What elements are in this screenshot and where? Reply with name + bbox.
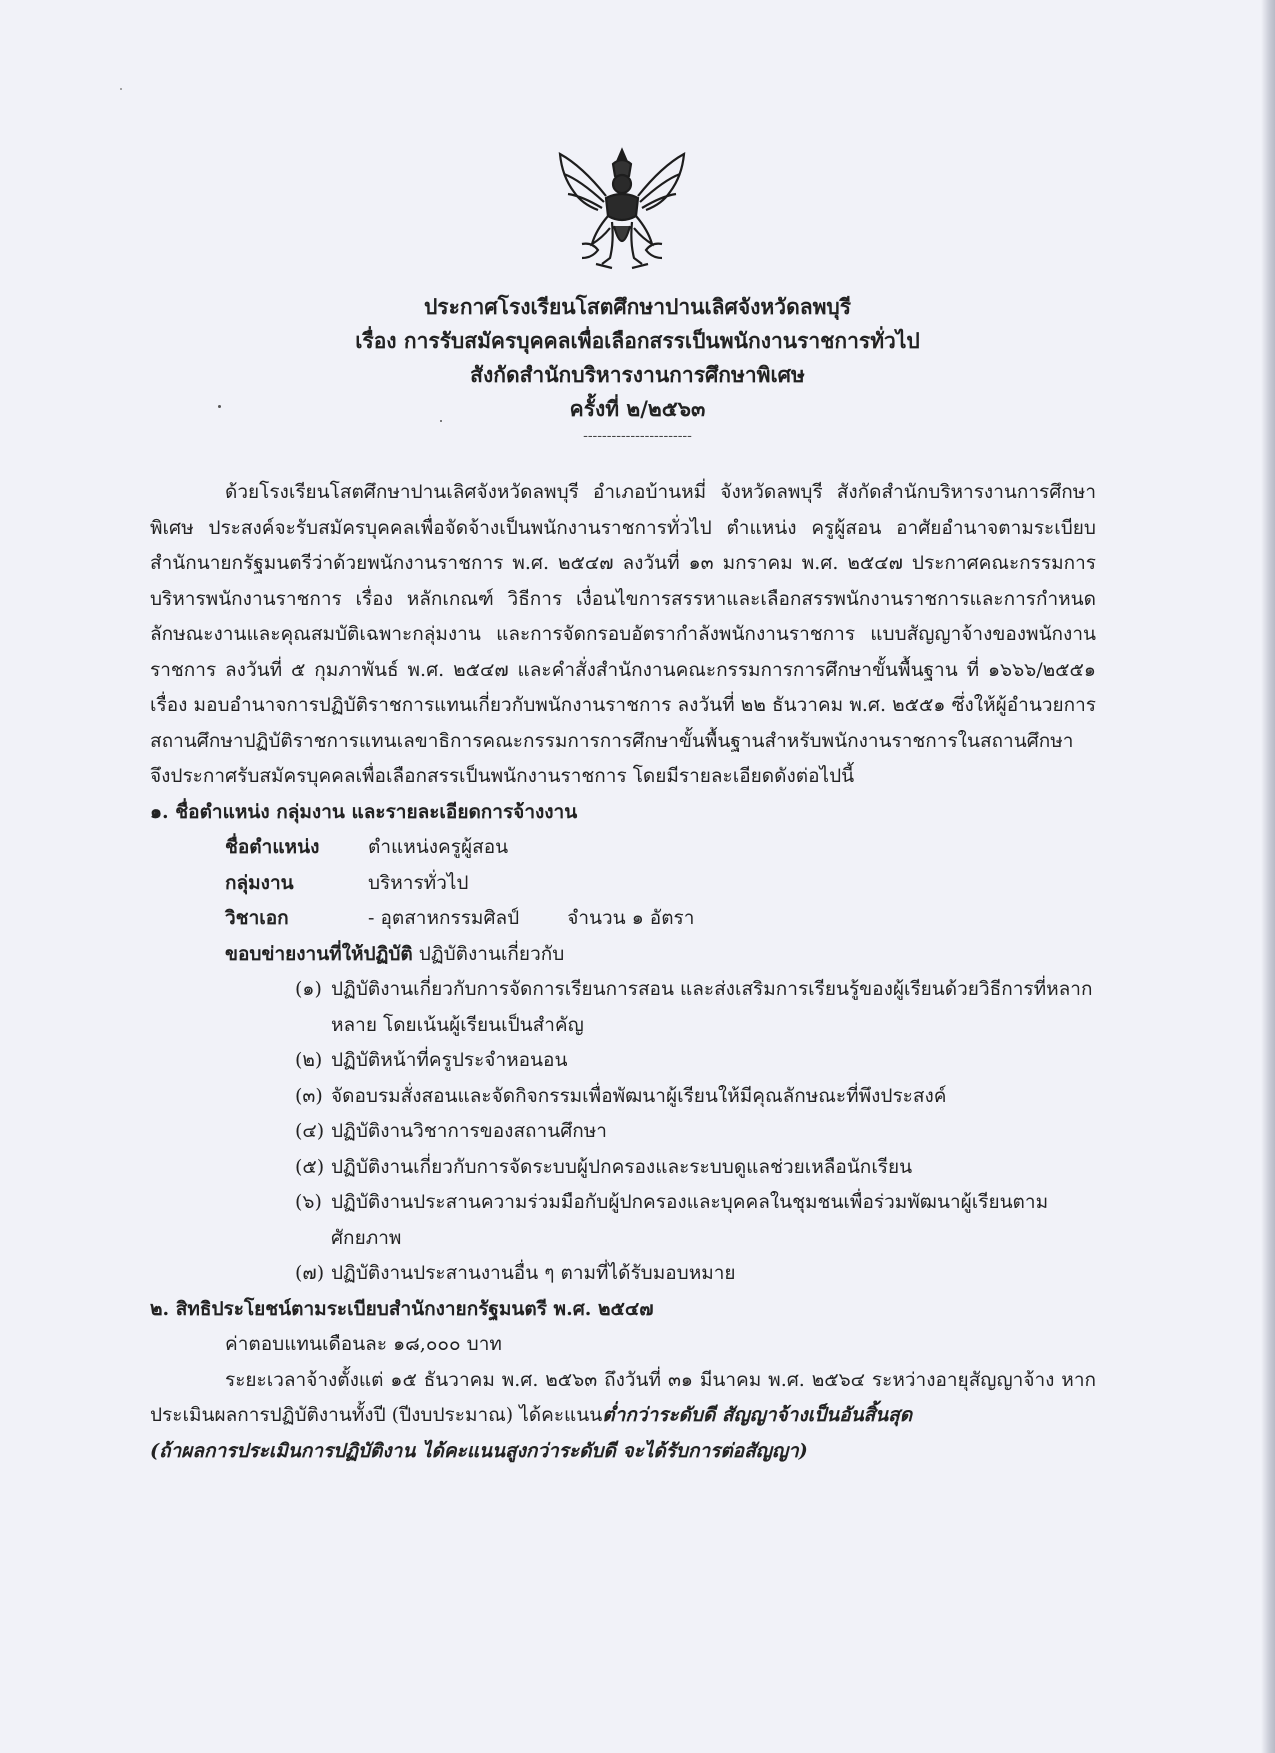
- announcement-title: ประกาศโรงเรียนโสตศึกษาปานเลิศจังหวัดลพบุรี: [423, 294, 852, 319]
- duty-text: จัดอบรมสั่งสอนและจัดกิจกรรมเพื่อพัฒนาผู้เรียนให้มีคุณลักษณะที่พึงประสงค์: [331, 1084, 947, 1107]
- duty-number: (๔): [295, 1120, 325, 1142]
- announcement-round: ครั้งที่ ๒/๒๕๖๓: [569, 396, 706, 421]
- duty-text: ปฏิบัติหน้าที่ครูประจำหอนอน: [331, 1049, 568, 1071]
- duty-text: ปฏิบัติงานประสานความร่วมมือกับผู้ปกครองและบุคคลในชุมชนเพื่อร่วมพัฒนาผู้เรียนตามศักยภาพ: [331, 1191, 1049, 1249]
- header-separator: -----------------------: [583, 428, 692, 444]
- duty-number: (๕): [295, 1155, 325, 1178]
- list-item: [295, 1150, 1096, 1186]
- duty-number: (๒): [295, 1049, 323, 1071]
- scan-speck: [120, 88, 122, 90]
- major-amount: จำนวน ๑ อัตรา: [567, 907, 695, 929]
- duty-scope-intro: ปฏิบัติงานเกี่ยวกับ: [418, 942, 565, 965]
- list-item: [295, 1114, 1096, 1150]
- duty-text: ปฏิบัติงานวิชาการของสถานศึกษา: [331, 1120, 607, 1142]
- announcement-affiliation: สังกัดสำนักบริหารงานการศึกษาพิเศษ: [470, 362, 805, 387]
- duty-number: (๗): [295, 1262, 325, 1284]
- intro-paragraph: ด้วยโรงเรียนโสตศึกษาปานเลิศจังหวัดลพบุรี อำเภอบ้านหมี่ จังหวัดลพบุรี สังกัดสำนักบริหารงานการศึกษาพิเศษ ประสงค์จะรับสมัครบุคคลเพื่อจัดจ้างเป็นพนักงานราชการทั่วไป ตำแหน่ง ครูผู้สอน อาศัยอำนาจตามระเบียบสำนักนายกรัฐมนตรีว่าด้วยพนักงานราชการ พ.ศ. ๒๕๔๗ ลงวันที่ ๑๓ มกราคม พ.ศ. ๒๕๔๗ ประกาศคณะกรรมการบริหารพนักงานราชการ เรื่อง หลักเกณฑ์ วิธีการ เงื่อนไขการสรรหาและเลือกสรรพนักงานราชการและการกำหนดลักษณะงานและคุณสมบัติเฉพาะกลุ่มงาน และการจัดกรอบอัตรากำลังพนักงานราชการ แบบสัญญาจ้างของพนักงานราชการ ลงวันที่ ๕ กุมภาพันธ์ พ.ศ. ๒๕๔๗ และคำสั่งสำนักงานคณะกรรมการการศึกษาขั้นพื้นฐาน ที่ ๑๖๖๖/๒๕๕๑ เรื่อง มอบอำนาจการปฏิบัติราชการแทนเกี่ยวกับพนักงานราชการ ลงวันที่ ๒๒ ธันวาคม พ.ศ. ๒๕๕๑ ซึ่งให้ผู้อำนวยการสถานศึกษาปฏิบัติราชการแทนเลขาธิการคณะกรรมการการศึกษาขั้นพื้นฐานสำหรับพนักงานราชการในสถานศึกษา จึงประกาศรับสมัครบุคคลเพื่อเลือกสรรเป็นพนักงานราชการ โดยมีรายละเอียดดังต่อไปนี้: [150, 481, 1096, 787]
- contract-term-emphasis: ต่ำกว่าระดับดี สัญญาจ้างเป็นอันสิ้นสุด: [602, 1404, 913, 1426]
- duty-text: ปฏิบัติงานประสานงานอื่น ๆ ตามที่ได้รับมอบหมาย: [331, 1262, 736, 1284]
- duty-number: (๑): [295, 978, 322, 1000]
- major-label: วิชาเอก: [225, 907, 289, 929]
- announcement-header: [0, 290, 1275, 446]
- duty-text: ปฏิบัติงานเกี่ยวกับการจัดการเรียนการสอน และส่งเสริมการเรียนรู้ของผู้เรียนด้วยวิธีการที่หลากหลาย โดยเน้นผู้เรียนเป็นสำคัญ: [331, 978, 1093, 1036]
- duty-number: (๓): [295, 1084, 323, 1107]
- duty-scope-label: ขอบข่ายงานที่ให้ปฏิบัติ: [225, 942, 413, 965]
- group-row: [225, 866, 1096, 902]
- list-item: [295, 1043, 1096, 1079]
- position-label: ชื่อตำแหน่ง: [225, 836, 320, 858]
- renewal-note: (ถ้าผลการประเมินการปฏิบัติงาน ได้คะแนนสูงกว่าระดับดี จะได้รับการต่อสัญญา): [150, 1439, 808, 1462]
- page-edge-shadow: [1261, 0, 1275, 1753]
- document-body: [150, 475, 1096, 1469]
- duty-text: ปฏิบัติงานเกี่ยวกับการจัดระบบผู้ปกครองและระบบดูแลช่วยเหลือนักเรียน: [331, 1155, 913, 1178]
- duty-number: (๖): [295, 1191, 322, 1213]
- position-row: [225, 830, 1096, 866]
- list-item: [295, 1256, 1096, 1292]
- contract-term-paragraph: [150, 1363, 1096, 1434]
- list-item: [295, 972, 1096, 1043]
- group-label: กลุ่มงาน: [225, 871, 294, 894]
- announcement-subject: เรื่อง การรับสมัครบุคคลเพื่อเลือกสรรเป็นพนักงานราชการทั่วไป: [355, 328, 920, 353]
- section-1-heading: ๑. ชื่อตำแหน่ง กลุ่มงาน และรายละเอียดการจ้างงาน: [150, 800, 578, 823]
- major-value: - อุตสาหกรรมศิลป์: [368, 907, 520, 929]
- group-value: บริหารทั่วไป: [368, 871, 469, 894]
- contract-term-text: ระยะเวลาจ้างตั้งแต่ ๑๕ ธันวาคม พ.ศ. ๒๕๖๓ ถึงวันที่ ๓๑ มีนาคม พ.ศ. ๒๕๖๔ ระหว่างอายุสัญญาจ้าง หากประเมินผลการปฏิบัติงานทั้งปี (ปีงบประมาณ) ได้คะแนน: [150, 1368, 1096, 1426]
- duty-scope-row: [225, 937, 1096, 973]
- list-item: [295, 1079, 1096, 1115]
- duty-list: [295, 972, 1096, 1292]
- position-value: ตำแหน่งครูผู้สอน: [368, 836, 509, 858]
- section-2-heading: ๒. สิทธิประโยชน์ตามระเบียบสำนักงายกรัฐมนตรี พ.ศ. ๒๕๔๗: [150, 1297, 654, 1320]
- major-row: [225, 901, 1096, 937]
- list-item: [295, 1185, 1096, 1256]
- salary-line: ค่าตอบแทนเดือนละ ๑๘,๐๐๐ บาท: [225, 1333, 502, 1355]
- garuda-emblem-icon: [552, 146, 692, 276]
